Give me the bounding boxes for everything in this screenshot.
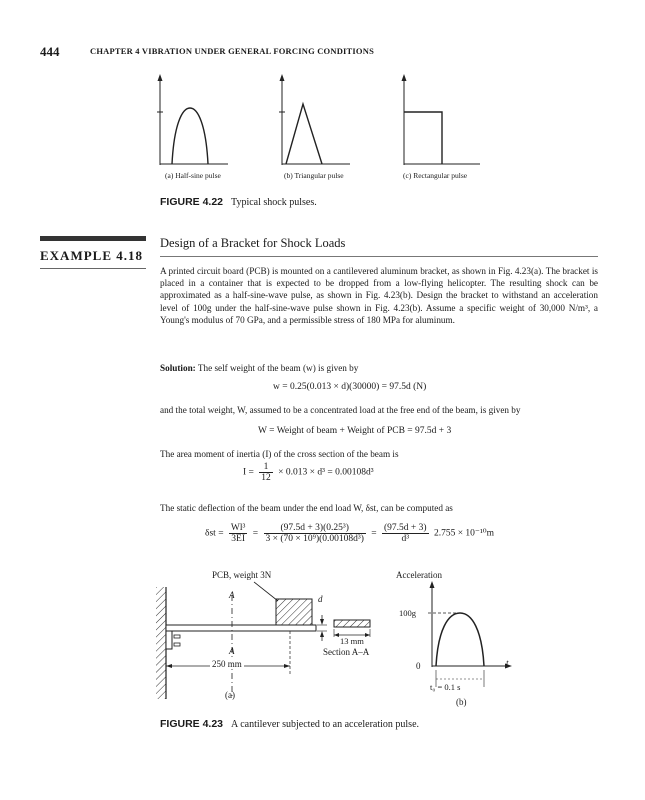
figure-4-23-caption	[160, 718, 419, 730]
equation-total-weight: W = Weight of beam + Weight of PCB = 97.5d + 3	[258, 426, 452, 436]
equation-self-weight: w = 0.25(0.013 × d)(30000) = 97.5d (N)	[273, 382, 427, 392]
figure-4-23-text: A cantilever subjected to an acceleration pulse.	[231, 719, 420, 730]
deflection-f2-den: 3 × (70 × 10⁹)(0.00108d³)	[265, 534, 364, 544]
deflection-f1-den: 3EI	[231, 534, 246, 544]
section-label: Section A–A	[323, 647, 370, 657]
acceleration-peak-label: 100g	[399, 608, 416, 618]
figure-4-22-text: Typical shock pulses.	[231, 197, 317, 208]
deflection-fraction-1	[229, 523, 247, 544]
inertia-rhs: × 0.013 × d³ = 0.00108d³	[278, 467, 374, 478]
figure-4-22-caption	[160, 196, 317, 208]
triangular-pulse-graph	[279, 74, 350, 165]
acceleration-zero-label: 0	[416, 661, 421, 671]
deflection-text: The static deflection of the beam under the end load W, δst, can be computed as	[160, 503, 453, 513]
deflection-tail: 2.755 × 10⁻¹⁰m	[433, 528, 494, 539]
acceleration-title: Acceleration	[396, 570, 442, 580]
example-bar	[40, 236, 146, 241]
bracket-beam	[166, 625, 316, 649]
deflection-f3-den: d³	[401, 534, 410, 544]
running-header: CHAPTER 4 VIBRATION UNDER GENERAL FORCING CONDITIONS	[90, 46, 375, 56]
inertia-lhs: I =	[243, 467, 254, 478]
deflection-fraction-3	[382, 523, 429, 544]
deflection-fraction-2	[264, 523, 366, 544]
page-number: 444	[40, 44, 60, 59]
example-title-rule	[160, 256, 598, 257]
thickness-dimension	[317, 615, 327, 641]
inertia-fraction-num: 1	[259, 462, 273, 473]
length-label: 250 mm	[212, 659, 242, 669]
section-a-a	[334, 620, 370, 637]
solution-label: Solution:	[160, 363, 196, 373]
triangular-caption: (b) Triangular pulse	[284, 171, 344, 180]
half-sine-caption: (a) Half-sine pulse	[165, 171, 221, 180]
equation-deflection	[205, 523, 494, 544]
duration-label: t₀ = 0.1 s	[430, 682, 461, 692]
solution-intro	[160, 362, 358, 374]
problem-statement: A printed circuit board (PCB) is mounted on a cantilevered aluminum bracket, as shown in Fig. 4.23(a). The bracket is placed in a container that is expected to be dropped from a low-flying helicopter. The resulting shock can be approximated as a half-sine-wave pulse, as shown in Fig. 4.23(b). Design the bracket to withstand an acceleration level of 100g under the half-sine-wave pulse shown in Fig. 4.23(b). Assume a specific weight of 30,000 N/m³, a Young's modulus of 70 GPa, and a permissible stress of 180 MPa for aluminum.	[160, 266, 598, 325]
section-a-top-label: A	[229, 590, 235, 600]
example-label: EXAMPLE 4.18	[40, 248, 143, 263]
acceleration-pulse-figure	[400, 575, 520, 695]
subfigure-a-label: (a)	[225, 690, 235, 700]
pcb-leader	[254, 582, 278, 601]
figure-4-22-label: FIGURE 4.22	[160, 196, 224, 208]
pcb-block	[276, 599, 312, 625]
deflection-f1-num: Wl³	[230, 523, 246, 533]
total-weight-text: and the total weight, W, assumed to be a concentrated load at the free end of the beam, is given by	[160, 405, 521, 415]
inertia-text: The area moment of inertia (I) of the cross section of the beam is	[160, 449, 399, 459]
thickness-d-label: d	[318, 594, 323, 604]
example-rule	[40, 268, 146, 269]
deflection-f2-num: (97.5d + 3)(0.25³)	[264, 523, 366, 534]
cantilever-figure	[150, 565, 400, 705]
width-label: 13 mm	[340, 636, 364, 646]
deflection-eq1: =	[252, 528, 259, 539]
equation-inertia	[243, 462, 374, 483]
deflection-eq2: =	[371, 528, 377, 539]
inertia-fraction-den: 12	[261, 473, 271, 483]
rectangular-caption: (c) Rectangular pulse	[403, 171, 468, 180]
rectangular-pulse-graph	[402, 74, 481, 165]
deflection-f3-num: (97.5d + 3)	[384, 523, 427, 533]
half-sine-curve	[436, 613, 484, 666]
pcb-weight-label: PCB, weight 3N	[212, 570, 272, 580]
example-title: Design of a Bracket for Shock Loads	[160, 236, 346, 250]
inertia-fraction	[259, 462, 273, 483]
deflection-lhs: δst =	[205, 528, 224, 539]
fixed-wall	[156, 587, 166, 699]
self-weight-text: The self weight of the beam (w) is given by	[197, 363, 359, 373]
shock-pulses-figure	[150, 70, 510, 170]
figure-4-23-label: FIGURE 4.23	[160, 718, 224, 730]
subfigure-b-label: (b)	[456, 697, 467, 707]
half-sine-pulse-graph	[157, 74, 228, 165]
time-axis-label: t	[506, 658, 509, 668]
section-a-bottom-label: A	[229, 646, 235, 656]
